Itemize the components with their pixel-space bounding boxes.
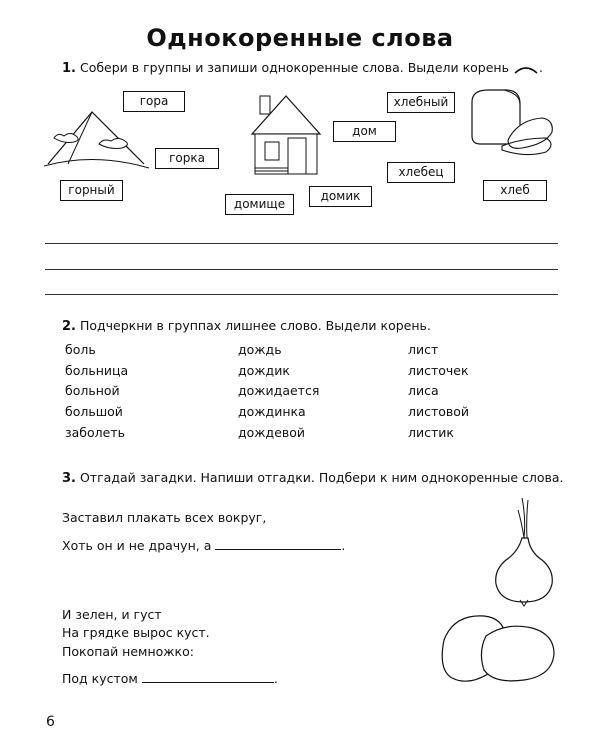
word-card[interactable]: дом bbox=[333, 121, 396, 142]
task3-heading bbox=[62, 470, 564, 486]
task2-heading bbox=[62, 318, 431, 334]
page-title: Однокоренные слова bbox=[146, 24, 454, 52]
answer-line[interactable] bbox=[45, 269, 558, 270]
mountain-illustration bbox=[44, 108, 154, 172]
riddle2-line1: И зелен, и густ bbox=[62, 607, 162, 622]
word-item[interactable]: дождинка bbox=[238, 404, 306, 420]
page-number: 6 bbox=[46, 714, 55, 730]
riddle1-line1: Заставил плакать всех вокруг, bbox=[62, 510, 267, 525]
word-item[interactable]: дождь bbox=[238, 342, 282, 357]
word-card[interactable]: хлеб bbox=[483, 180, 547, 201]
answer-blank[interactable] bbox=[142, 670, 274, 683]
answer-line[interactable] bbox=[45, 243, 558, 244]
word-item[interactable]: большой bbox=[65, 404, 123, 420]
riddle2-line2: На грядке вырос куст. bbox=[62, 625, 210, 640]
riddle2-line4: Под кустом . bbox=[62, 671, 278, 686]
word-card[interactable]: хлебец bbox=[387, 162, 455, 183]
word-item[interactable]: лиса bbox=[408, 383, 439, 399]
word-card[interactable]: гора bbox=[123, 91, 185, 112]
task1-text: Собери в группы и запиши однокоренные слова. Выдели корень bbox=[79, 60, 509, 75]
word-item[interactable]: лист bbox=[408, 342, 439, 357]
answer-blank[interactable] bbox=[215, 537, 341, 550]
word-item[interactable]: боль bbox=[65, 342, 96, 357]
word-item[interactable]: больница bbox=[65, 362, 129, 378]
word-item[interactable]: листик bbox=[408, 424, 454, 440]
task2-number: 2. bbox=[62, 319, 76, 334]
word-card[interactable]: горка bbox=[155, 148, 219, 169]
word-item[interactable]: больной bbox=[65, 383, 120, 399]
riddle1-line2: Хоть он и не драчун, а . bbox=[62, 538, 346, 553]
word-card[interactable]: горный bbox=[60, 180, 123, 201]
task3-number: 3. bbox=[62, 471, 76, 486]
bread-illustration bbox=[468, 88, 560, 160]
word-item[interactable]: заболеть bbox=[65, 424, 125, 440]
word-item[interactable]: листочек bbox=[408, 362, 469, 378]
word-card[interactable]: хлебный bbox=[387, 92, 455, 113]
word-item[interactable]: листовой bbox=[408, 404, 470, 420]
word-card[interactable]: домище bbox=[225, 194, 294, 215]
task1-heading: 1. Собери в группы и запиши однокоренные слова. Выдели корень . bbox=[62, 60, 543, 76]
word-item[interactable]: дождевой bbox=[238, 424, 306, 440]
answer-line[interactable] bbox=[45, 294, 558, 295]
word-item[interactable]: дожидается bbox=[238, 383, 320, 399]
task2-text: Подчеркни в группах лишнее слово. Выдели корень. bbox=[79, 318, 431, 333]
riddle2-line3: Покопай немножко: bbox=[62, 644, 194, 659]
word-card[interactable]: домик bbox=[309, 186, 372, 207]
task1-number: 1. bbox=[62, 61, 76, 76]
house-illustration bbox=[250, 92, 322, 178]
potato-illustration bbox=[436, 610, 560, 686]
word-item[interactable]: дождик bbox=[238, 362, 290, 378]
task3-text: Отгадай загадки. Напиши отгадки. Подбери к ним однокоренные слова. bbox=[79, 470, 564, 485]
root-arc-icon bbox=[513, 64, 539, 74]
onion-illustration bbox=[492, 496, 558, 608]
